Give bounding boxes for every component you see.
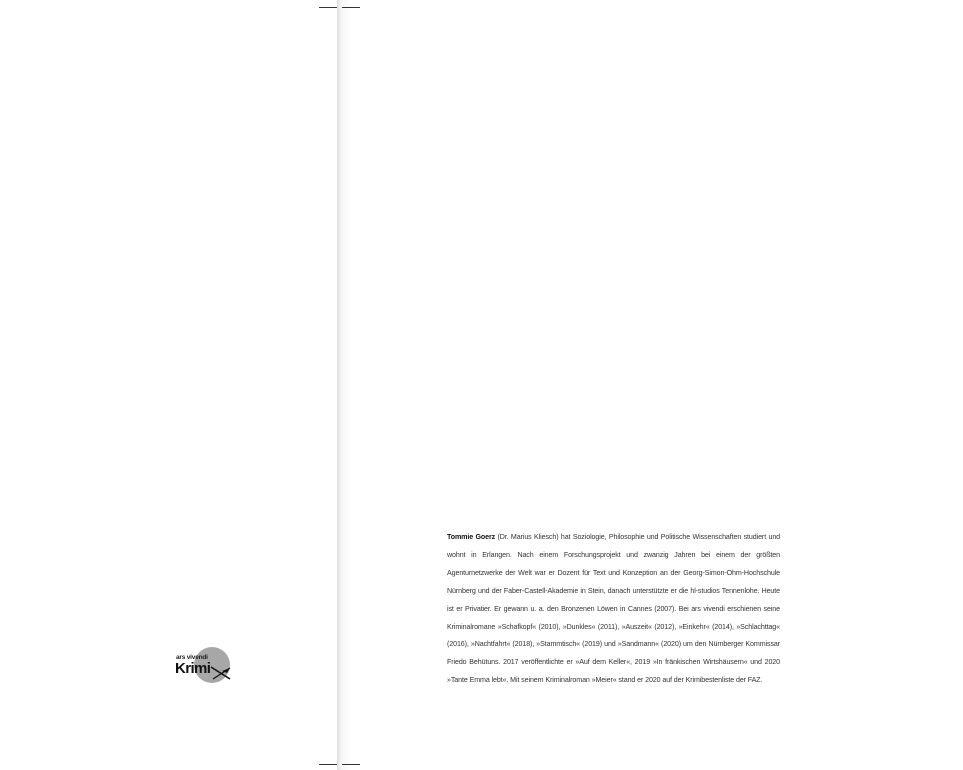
logo-imprint-text: Krimi bbox=[175, 660, 211, 677]
crop-mark-top-left bbox=[319, 7, 338, 8]
crop-mark-bottom-left bbox=[319, 764, 338, 765]
author-biography bbox=[447, 529, 780, 690]
publisher-logo bbox=[172, 646, 238, 686]
spine-shadow bbox=[342, 0, 352, 770]
crossed-knife-icon bbox=[210, 665, 232, 681]
author-biography-text: (Dr. Marius Kliesch) hat Soziologie, Philosophie und Politische Wissenschaften studiert und wohnt in Erlangen. Nach einem Forschungsprojekt und zwanzig Jahren bei einem der größten Agenturnetzwerke der Welt war er Dozent für Text und Konzeption an der Georg-Simon-Ohm-Hochschule Nürnberg und der Faber-Castell-Akademie in Stein, danach unterstützte er die hl-studios Tennenlohe. Heute ist er Privatier. Er gewann u. a. den Bronzenen Löwen in Cannes (2007). Bei ars vivendi erschienen seine Kriminalromane »Schafkopf« (2010), »Dunkles« (2011), »Auszeit« (2012), »Einkehr« (2014), »Schlachttag« (2016), »Nachtfahrt« (2018), »Stammtisch« (2019) und »Sandmann« (2020) um den Nürnberger Kommissar Friedo Behütuns. 2017 veröffentlichte er »Auf dem Keller«, 2019 »In fränkischen Wirtshäusern« und 2020 »Tante Emma lebt«. Mit seinem Kriminalroman »Meier« stand er 2020 auf der Krimibestenliste der FAZ. bbox=[447, 533, 781, 685]
author-name: Tommie Goerz bbox=[447, 533, 496, 541]
logo-publisher-text: ars vivendi bbox=[176, 654, 208, 661]
